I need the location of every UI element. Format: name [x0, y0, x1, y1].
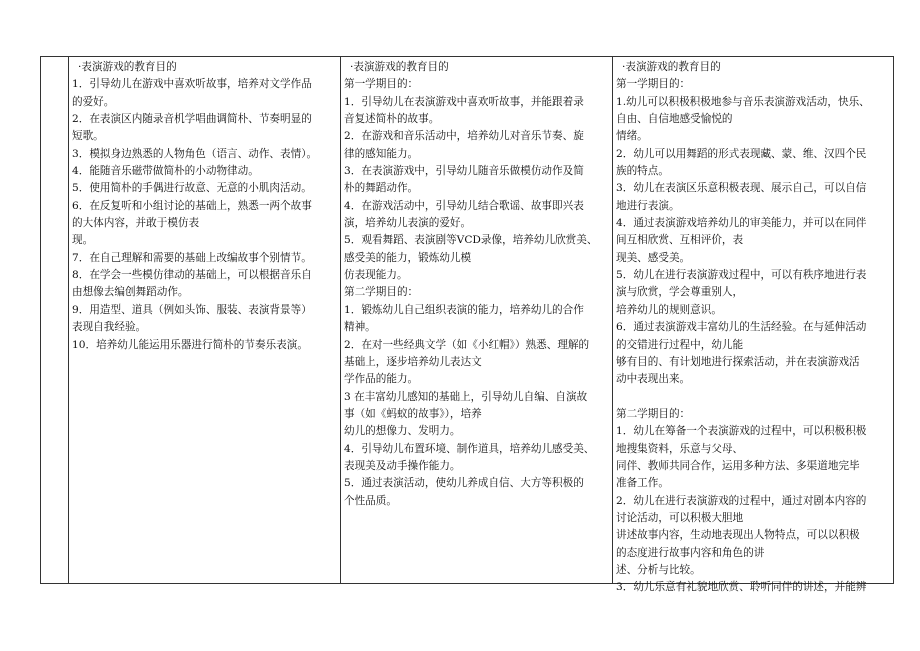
text-line: 7．在自己理解和需要的基础上改编故事个别情节。 [72, 251, 312, 264]
text-line: 的爱好。 [72, 95, 115, 108]
text-line: 音复述简朴的故事。 [344, 113, 440, 126]
text-line: 地搜集资料，乐意与父母、 [616, 442, 744, 455]
goals-table [40, 56, 894, 594]
text-line: 律的感知能力。 [344, 147, 419, 160]
text-line: 由想像去编创舞蹈动作。 [72, 286, 189, 299]
text-line: 2．在表演区内随录音机学唱曲调简朴、节奏明显的 [72, 113, 312, 126]
text-line: 够有目的、有计划地进行探索活动，并在表演游戏活 [616, 355, 860, 368]
text-line: 3 在丰富幼儿感知的基础上，引导幼儿自编、自演故 [344, 390, 588, 403]
text-line: 6．通过表演游戏丰富幼儿的生活经验。在与延伸活动 [616, 321, 867, 334]
text-line: 情绪。 [616, 130, 648, 143]
text-line: 的态度进行故事内容和角色的讲 [616, 546, 765, 559]
text-line: 3．在表演游戏中，引导幼儿随音乐做模仿动作及简 [344, 165, 584, 178]
text-line: 2．在对一些经典文学（如《小红帽》）熟悉、理解的 [344, 338, 590, 351]
text-line: 5．通过表演活动，使幼儿养成自信、大方等积极的 [344, 477, 584, 490]
text-line: 10．培养幼儿能运用乐器进行简朴的节奏乐表演。 [72, 338, 308, 351]
text-line: 第一学期目的： [616, 78, 691, 91]
text-line: 表现美及动手操作能力。 [344, 459, 461, 472]
text-line: 5．使用简朴的手偶进行故意、无意的小肌肉活动。 [72, 182, 312, 195]
text-line: 朴的舞蹈动作。 [344, 182, 419, 195]
text-line: 9．用造型、道具（例如头饰、服装、表演背景等） [72, 303, 312, 316]
text-line: 基础上，逐步培养幼儿表达文 [344, 355, 482, 368]
text-line: 3．模拟身边熟悉的人物角色（语言、动作、表情）。 [72, 147, 318, 160]
goals-column-2 [341, 59, 612, 583]
column-heading: ·表演游戏的教育目的 [350, 61, 449, 73]
text-line: 4．引导幼儿布置环境、制作道具，培养幼儿感受美、 [344, 442, 595, 455]
text-line: 动中表现出来。 [616, 373, 691, 386]
goals-column-3 [613, 59, 894, 594]
text-line: 1．锻炼幼儿自己组织表演的能力，培养幼儿的合作 [344, 303, 584, 316]
text-line: 3．幼儿乐意有礼貌地欣赏、聆听同伴的讲述，并能辨 [616, 581, 867, 594]
text-line: 幼儿的想像力、发明力。 [344, 425, 461, 438]
text-line: 1.幼儿可以积极积极地参与音乐表演游戏活动，快乐、 [616, 95, 870, 108]
text-line: 2．在游戏和音乐活动中，培养幼儿对音乐节奏、旋 [344, 130, 584, 143]
text-line: 5．观看舞蹈、表演剧等VCD录像，培养幼儿欣赏美、 [344, 234, 598, 247]
text-line: 讨论活动，可以积极大胆地 [616, 511, 744, 524]
text-line: 的大体内容，并敢于模仿表 [72, 217, 200, 230]
text-line: 2．幼儿可以用舞蹈的形式表现藏、蒙、维、汉四个民 [616, 147, 867, 160]
text-line: 地进行表演。 [616, 199, 680, 212]
text-line: 表现自我经验。 [72, 321, 147, 334]
text-line: 1．引导幼儿在表演游戏中喜欢听故事，并能跟着录 [344, 95, 584, 108]
text-line: 述、分析与比较。 [616, 563, 701, 576]
text-line: 短歌。 [72, 130, 104, 143]
text-line: 第二学期目的： [344, 286, 419, 299]
text-line: 4．在游戏活动中，引导幼儿结合歌谣、故事即兴表 [344, 199, 584, 212]
text-line: 演与欣赏，学会尊重别人， [616, 286, 744, 299]
text-line: 自由、自信地感受愉悦的 [616, 113, 733, 126]
text-line: 1．幼儿在筹备一个表演游戏的过程中，可以积极积极 [616, 425, 867, 438]
text-line: 仿表现能力。 [344, 269, 408, 282]
text-line: 现美、感受美。 [616, 251, 691, 264]
text-line: 4．能随音乐磁带做简朴的小动物律动。 [72, 165, 259, 178]
text-line: 2．幼儿在进行表演游戏的过程中，通过对剧本内容的 [616, 494, 867, 507]
text-line: 1．引导幼儿在游戏中喜欢听故事，培养对文学作品 [72, 78, 312, 91]
text-line: 准备工作。 [616, 477, 669, 490]
text-line: 第二学期目的： [616, 407, 691, 420]
goals-column-1 [69, 59, 340, 583]
text-line: 5．幼儿在进行表演游戏过程中，可以有秩序地进行表 [616, 269, 867, 282]
text-line: 3．幼儿在表演区乐意积极表现、展示自己，可以自信 [616, 182, 867, 195]
text-line: 学作品的能力。 [344, 373, 419, 386]
text-line: 精神。 [344, 321, 376, 334]
text-line: 间互相欣赏、互相评价，表 [616, 234, 744, 247]
column-heading: ·表演游戏的教育目的 [622, 61, 721, 73]
text-line: 同伴、教师共同合作，运用多种方法、多渠道地完毕 [616, 459, 860, 472]
text-line: 演，培养幼儿表演的爱好。 [344, 217, 472, 230]
text-line [616, 389, 891, 406]
text-line: 现。 [72, 234, 94, 247]
text-line: 培养幼儿的规则意识。 [616, 303, 722, 316]
text-line: 第一学期目的： [344, 78, 419, 91]
text-line: 的交错进行过程中，幼儿能 [616, 338, 744, 351]
text-line: 讲述故事内容，生动地表现出人物特点，可以以积极 [616, 529, 860, 542]
text-line: 族的特点。 [616, 165, 669, 178]
column-heading: ·表演游戏的教育目的 [78, 61, 177, 73]
text-line: 事（如《蚂蚁的故事》），培养 [344, 407, 482, 420]
text-line: 4．通过表演游戏培养幼儿的审美能力，并可以在同伴 [616, 217, 867, 230]
text-line: 6．在反复听和小组讨论的基础上，熟悉一两个故事 [72, 199, 312, 212]
text-line: 感受美的能力，锻炼幼儿模 [344, 251, 472, 264]
text-line: 8．在学会一些模仿律动的基础上，可以根据音乐自 [72, 269, 312, 282]
text-line: 个性品质。 [344, 494, 397, 507]
